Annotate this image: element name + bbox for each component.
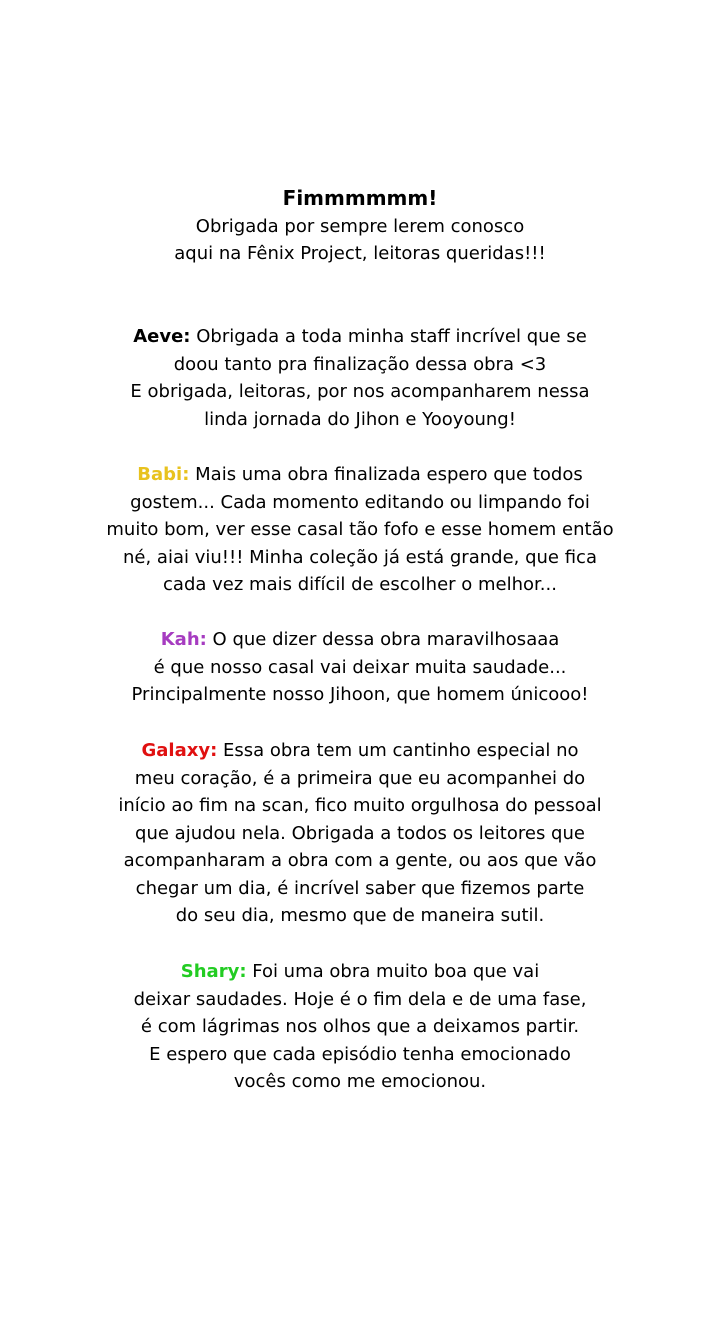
note-line: chegar um dia, é incrível saber que fizemos parte	[135, 877, 585, 899]
note-line: é que nosso casal vai deixar muita saudade...	[153, 656, 567, 678]
note-first-line	[0, 323, 720, 351]
page-title: Fimmmmmm!	[282, 186, 438, 210]
header-line: aqui na Fênix Project, leitoras queridas!!!	[174, 243, 546, 264]
note-kah	[0, 626, 720, 709]
note-author: Kah:	[160, 629, 207, 650]
note-first-line	[0, 958, 720, 986]
note-line: é com lágrimas nos olhos que a deixamos partir.	[140, 1016, 580, 1037]
note-first-line	[0, 737, 720, 765]
note-first-line	[0, 626, 720, 654]
note-text: Essa obra tem um cantinho especial no	[217, 740, 579, 761]
note-line: linda jornada do Jihon e Yooyoung!	[204, 408, 516, 430]
note-line: muito bom, ver esse casal tão fofo e esse homem então	[106, 519, 614, 540]
note-line: vocês como me emocionou.	[233, 1071, 487, 1092]
note-babi	[0, 461, 720, 599]
note-author: Babi:	[137, 464, 190, 485]
note-line: início ao fim na scan, fico muito orgulhosa do pessoal	[118, 795, 602, 816]
note-line: que ajudou nela. Obrigada a todos os leitores que	[135, 822, 585, 844]
note-line: cada vez mais difícil de escolher o melhor...	[163, 574, 557, 595]
note-line: né, aiai viu!!! Minha coleção já está grande, que fica	[122, 546, 597, 568]
note-text: Foi uma obra muito boa que vai	[246, 961, 540, 982]
note-aeve	[0, 323, 720, 433]
note-author: Galaxy:	[141, 740, 218, 761]
note-author: Shary:	[180, 961, 247, 982]
header-message	[0, 183, 720, 267]
header-line: Obrigada por sempre lerem conosco	[195, 216, 525, 237]
note-text: Mais uma obra finalizada espero que todos	[189, 464, 583, 485]
note-line: Principalmente nosso Jihoon, que homem únicooo!	[131, 684, 589, 705]
note-shary	[0, 958, 720, 1096]
note-text: Obrigada a toda minha staff incrível que se	[190, 326, 587, 347]
note-line: gostem... Cada momento editando ou limpando foi	[130, 491, 590, 513]
note-line: E espero que cada episódio tenha emocionado	[149, 1043, 571, 1065]
note-line: E obrigada, leitoras, por nos acompanharem nessa	[130, 381, 590, 402]
note-line: doou tanto pra finalização dessa obra <3	[173, 353, 547, 375]
note-line: deixar saudades. Hoje é o fim dela e de uma fase,	[133, 988, 587, 1010]
note-author: Aeve:	[133, 326, 191, 347]
note-line: do seu dia, mesmo que de maneira sutil.	[175, 905, 545, 926]
note-galaxy	[0, 737, 720, 930]
note-first-line	[0, 461, 720, 489]
note-line: acompanharam a obra com a gente, ou aos que vão	[123, 850, 597, 871]
note-text: O que dizer dessa obra maravilhosaaa	[206, 629, 560, 650]
note-line: meu coração, é a primeira que eu acompanhei do	[134, 767, 586, 789]
